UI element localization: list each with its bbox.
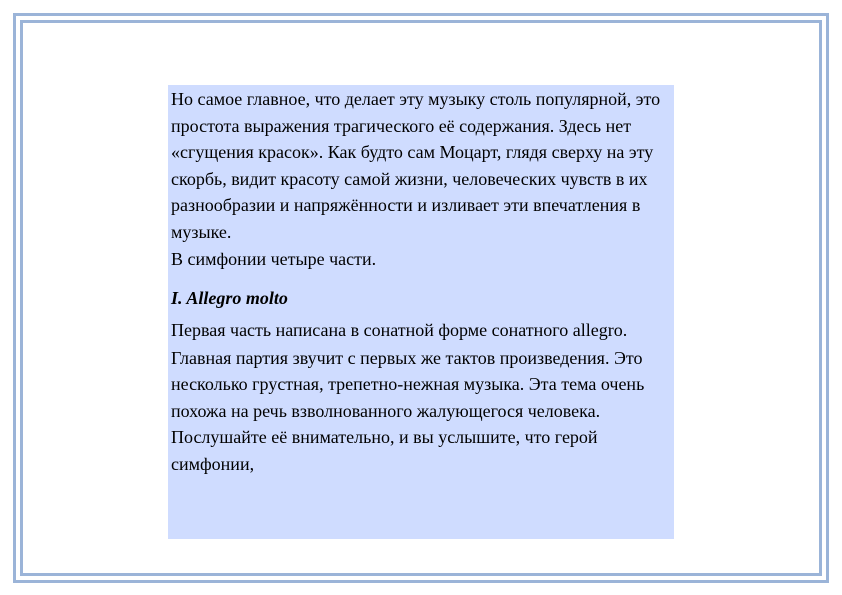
paragraph-sonata-form: Первая часть написана в сонатной форме сонатного allegro.: [171, 320, 628, 340]
text-block: [168, 85, 674, 539]
paragraph-main-idea: Но самое главное, что делает эту музыку столь популярной, это простота выражения трагического её содержания. Здесь нет «сгущения красок». Как будто сам Моцарт, глядя сверху на эту скорбь, видит красоту самой жизни, человеческих чувств в их разнообразии и напряжённости и изливает эти впечатления в музыке.: [171, 89, 661, 242]
section-heading-allegro-molto: I. Allegro molto: [171, 287, 288, 308]
paragraph-main-theme: Главная партия звучит с первых же тактов произведения. Это несколько грустная, трепетно-нежная музыка. Эта тема очень похожа на речь взволнованного жалующегося человека. Послушайте её внимательно, и вы услышите, что герой симфонии,: [171, 347, 645, 474]
paragraph-four-parts: В симфонии четыре части.: [171, 249, 377, 269]
